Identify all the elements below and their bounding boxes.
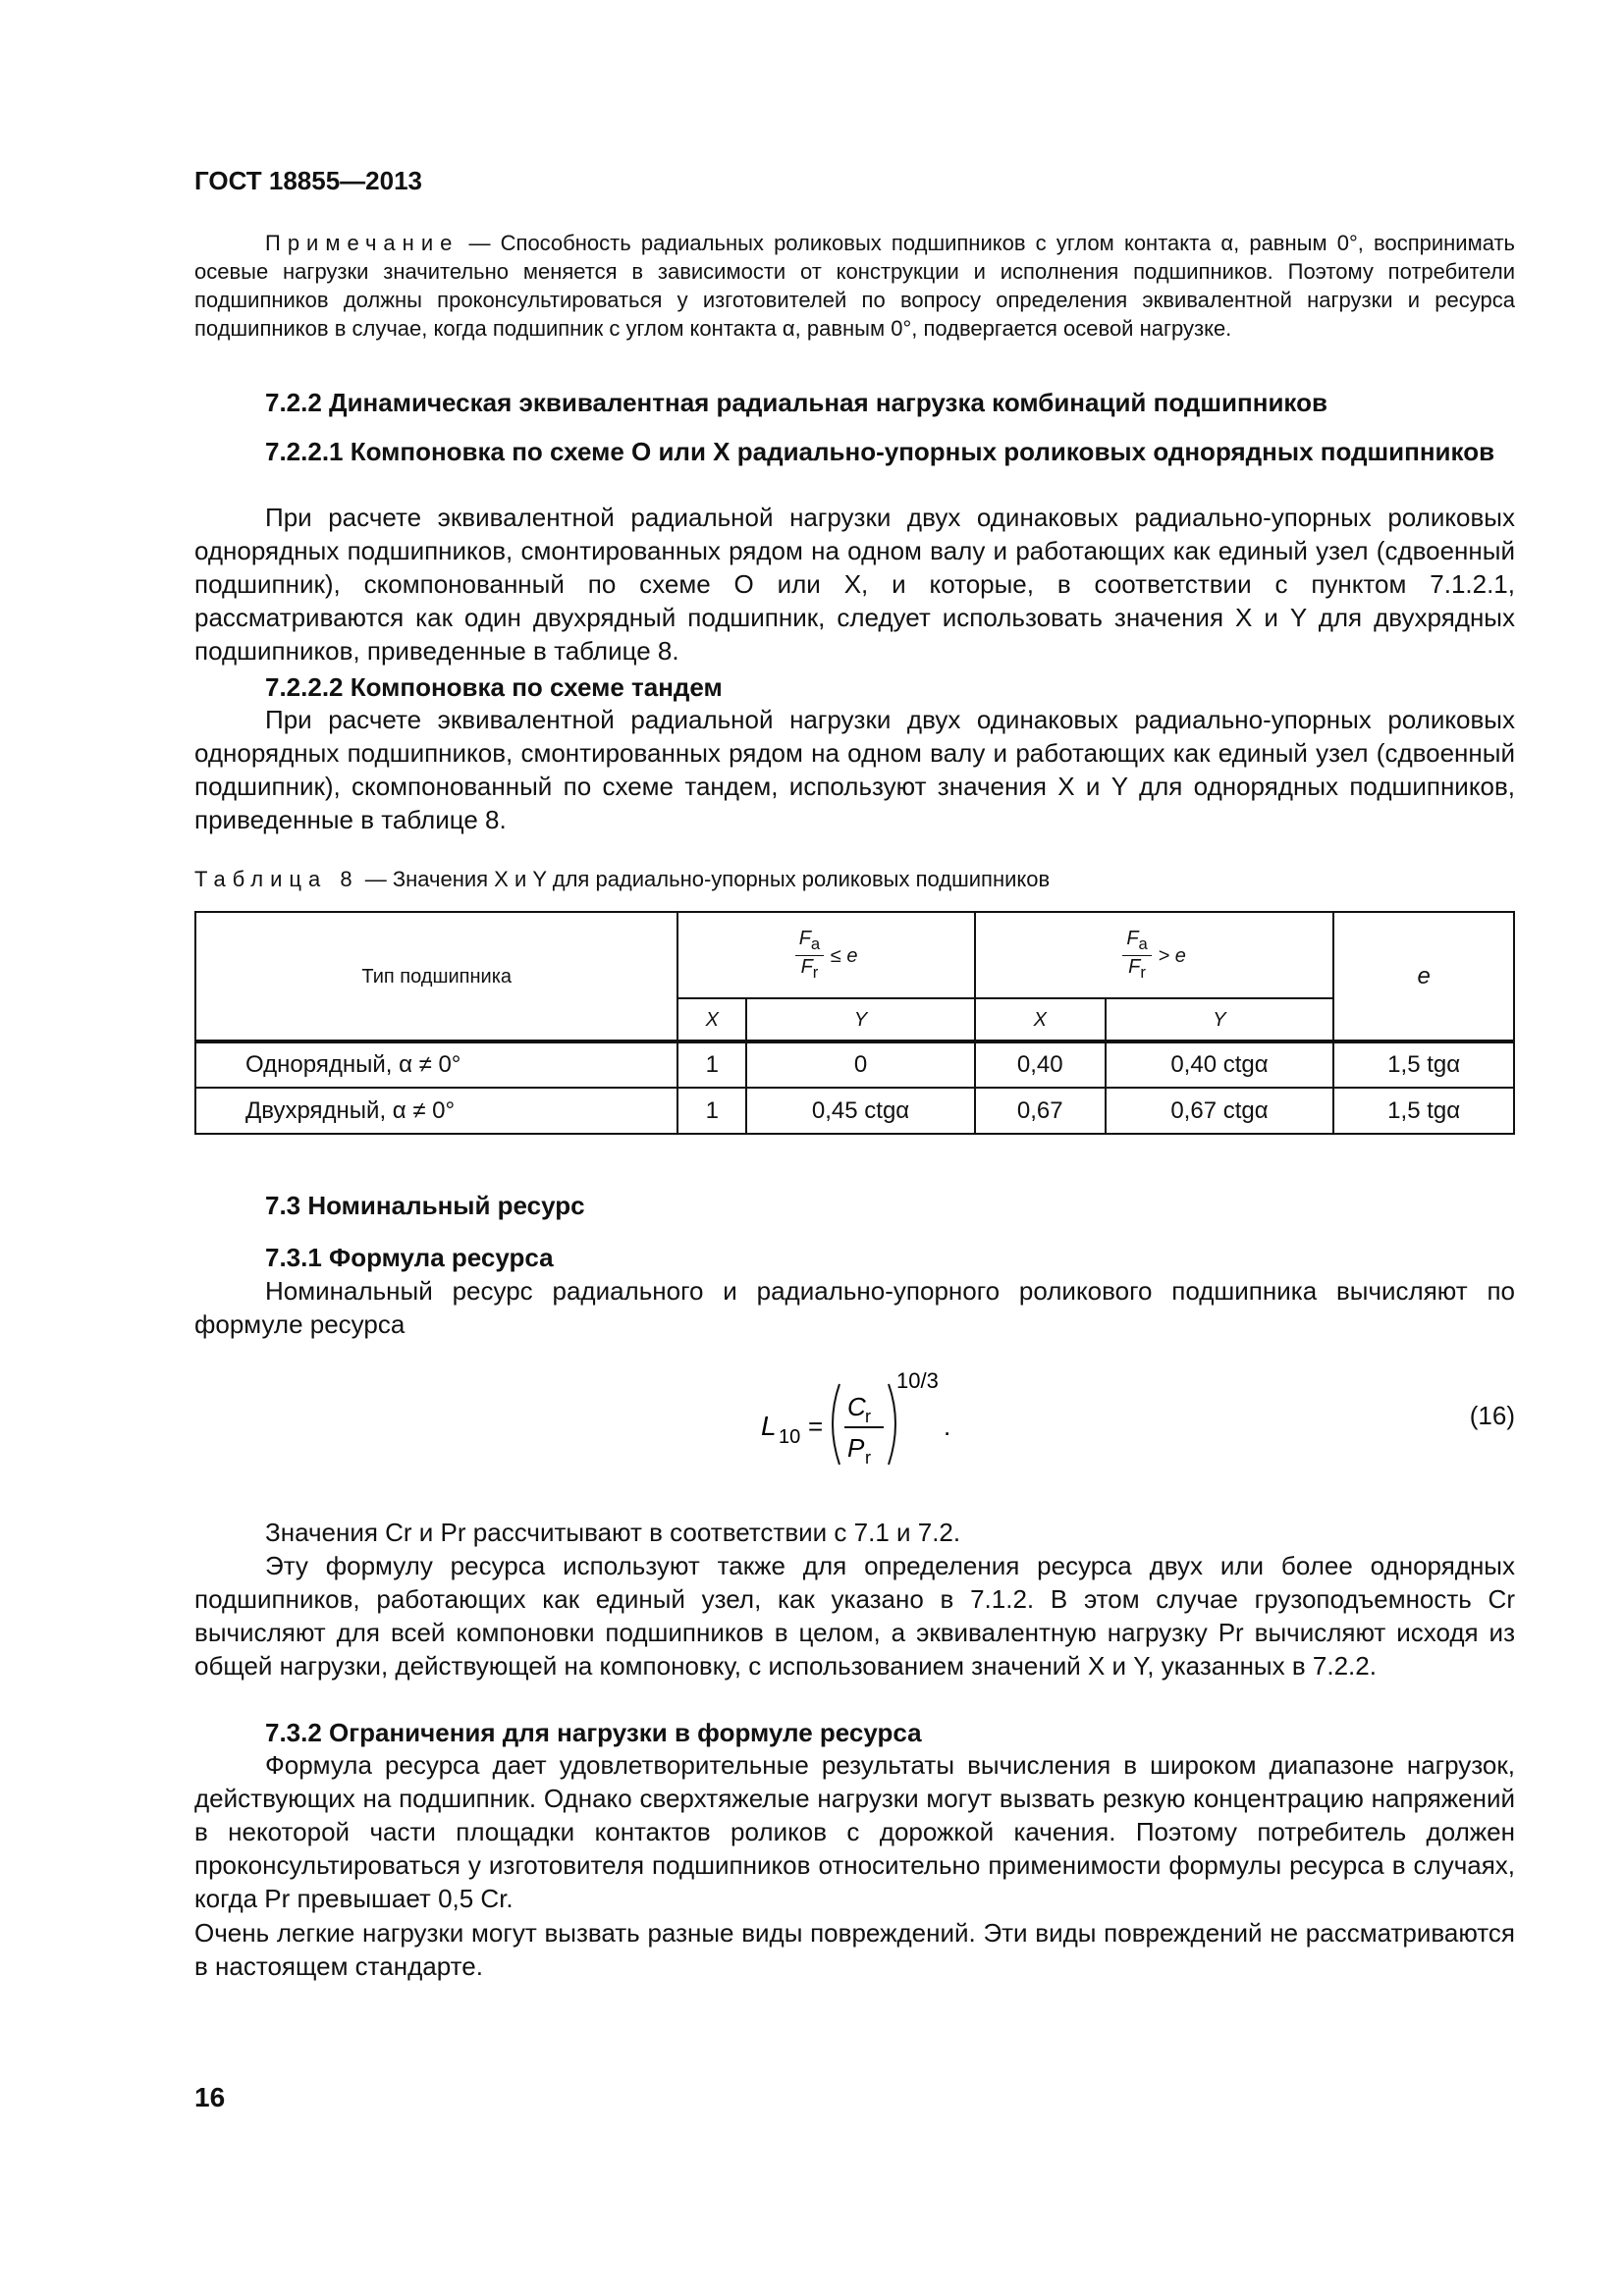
col-header-e: e xyxy=(1333,912,1514,1041)
svg-text:10: 10 xyxy=(779,1426,801,1448)
svg-text:=: = xyxy=(808,1412,824,1441)
cell-e: 1,5 tgα xyxy=(1333,1088,1514,1134)
section-7-2-2-1-text: При расчете эквивалентной радиальной нагрузки двух одинаковых радиально-упорных роликовых однорядных подшипников, смонтированных рядом на одном валу и работающих как единый узел (сдвоенный подшипник), скомпонованный по схеме O или X, и которые, в соответствии с пунктом 7.1.2.1, рассматриваются как один двухрядный подшипник, следует использовать значения X и Y для двухрядных подшипников, приведенные в таблице 8. xyxy=(194,503,1515,666)
cell-y1: 0,45 ctgα xyxy=(746,1088,975,1134)
cond-le: ≤ e xyxy=(830,944,858,967)
cell-x2: 0,40 xyxy=(975,1041,1106,1088)
section-7-2-2-title: 7.2.2 Динамическая эквивалентная радиальная нагрузка комбинаций подшипников xyxy=(265,388,1327,417)
after-formula-p1: Значения Cr и Pr рассчитывают в соответствии с 7.1 и 7.2. xyxy=(265,1518,961,1547)
right-paren xyxy=(889,1384,895,1465)
sub-header-y1: Y xyxy=(746,998,975,1041)
section-7-3-title: 7.3 Номинальный ресурс xyxy=(265,1191,585,1220)
col-header-type: Тип подшипника xyxy=(195,912,677,1041)
table-row xyxy=(195,1041,1514,1088)
cell-y1: 0 xyxy=(746,1041,975,1088)
col-header-fa-fr-le-e: $\frac{F_a}{F_r}$ ≤ e xyxy=(677,912,974,998)
svg-text:P: P xyxy=(847,1433,865,1463)
note-text: — Способность радиальных роликовых подшипников с углом контакта α, равным 0°, воспринимать осевые нагрузки значительно меняется в зависимости от конструкции и исполнения подшипников. Поэтому потребители подшипников должны проконсультироваться у изготовителей по вопросу определения эквивалентной нагрузки и ресурса подшипников в случае, когда подшипник с углом контакта α, равным 0°, подвергается осевой нагрузке. xyxy=(194,231,1515,341)
section-7-3-2-text2: Очень легкие нагрузки могут вызвать разные виды повреждений. Эти виды повреждений не рассматриваются в настоящем стандарте. xyxy=(194,1918,1515,1981)
cell-x1: 1 xyxy=(677,1041,746,1088)
doc-header: ГОСТ 18855—2013 xyxy=(194,166,422,195)
svg-text:L: L xyxy=(761,1411,777,1441)
page-number: 16 xyxy=(194,2082,226,2112)
formula-svg xyxy=(761,1366,967,1474)
cell-x2: 0,67 xyxy=(975,1088,1106,1134)
section-7-3-2-text1: Формула ресурса дает удовлетворительные результаты вычисления в широком диапазоне нагрузок, действующих на подшипник. Однако сверхтяжелые нагрузки могут вызвать резкую концентрацию напряжений в некоторой части площадки контактов роликов с дорожкой качения. Поэтому потребитель должен проконсультироваться у изготовителя подшипников относительно применимости формулы ресурса в случаях, когда Pr превышает 0,5 Cr. xyxy=(194,1750,1515,1913)
cell-y2: 0,67 ctgα xyxy=(1106,1088,1334,1134)
table-8 xyxy=(194,911,1515,1135)
after-formula-p2: Эту формулу ресурса используют также для определения ресурса двух или более однорядных подшипников, работающих как единый узел, как указано в 7.1.2. В этом случае грузоподъемность Cr вычисляют для всей компоновки подшипников в целом, а эквивалентную нагрузку Pr вычисляют исходя из общей нагрузки, действующей на компоновку, с использованием значений X и Y, указанных в 7.2.2. xyxy=(194,1551,1515,1681)
sub-header-x2: X xyxy=(975,998,1106,1041)
table-caption-text: — Значения X и Y для радиально-упорных роликовых подшипников xyxy=(358,867,1051,891)
equation-number: (16) xyxy=(1469,1401,1515,1430)
cell-y2: 0,40 ctgα xyxy=(1106,1041,1334,1088)
svg-text:.: . xyxy=(944,1412,951,1441)
svg-text:r: r xyxy=(865,1448,871,1468)
left-paren xyxy=(833,1384,839,1465)
section-7-3-1-title: 7.3.1 Формула ресурса xyxy=(265,1243,554,1272)
formula-16 xyxy=(761,1366,967,1482)
section-7-2-2-2-text: При расчете эквивалентной радиальной нагрузки двух одинаковых радиально-упорных роликовых однорядных подшипников, смонтированных рядом на одном валу и работающих как единый узел (сдвоенный подшипник), скомпонованный по схеме тандем, используют значения X и Y для однорядных подшипников, приведенные в таблице 8. xyxy=(194,705,1515,834)
section-7-3-1-text: Номинальный ресурс радиального и радиально-упорного роликового подшипника вычисляют по формуле ресурса xyxy=(194,1276,1515,1339)
sub-header-y2: Y xyxy=(1106,998,1334,1041)
cell-e: 1,5 tgα xyxy=(1333,1041,1514,1088)
cond-gt: > e xyxy=(1158,944,1186,967)
table-row xyxy=(195,1088,1514,1134)
table-caption xyxy=(194,863,1050,896)
section-7-2-2-1-title: 7.2.2.1 Компоновка по схеме O или X радиально-упорных роликовых однорядных подшипников xyxy=(265,437,1495,466)
sub-header-x1: X xyxy=(677,998,746,1041)
svg-text:r: r xyxy=(865,1407,871,1426)
svg-text:10/3: 10/3 xyxy=(896,1368,939,1393)
cell-x1: 1 xyxy=(677,1088,746,1134)
table-caption-label: Таблица 8 xyxy=(194,867,359,891)
cell-type: Однорядный, α ≠ 0° xyxy=(195,1041,677,1088)
note-paragraph xyxy=(194,229,1515,343)
cell-type: Двухрядный, α ≠ 0° xyxy=(195,1088,677,1134)
svg-text:C: C xyxy=(847,1392,866,1421)
col-header-fa-fr-gt-e: $\frac{F_a}{F_r}$ > e xyxy=(975,912,1333,998)
section-7-3-2-title: 7.3.2 Ограничения для нагрузки в формуле ресурса xyxy=(265,1718,922,1747)
section-7-2-2-2-title: 7.2.2.2 Компоновка по схеме тандем xyxy=(265,672,723,702)
note-label: Примечание xyxy=(265,231,460,255)
